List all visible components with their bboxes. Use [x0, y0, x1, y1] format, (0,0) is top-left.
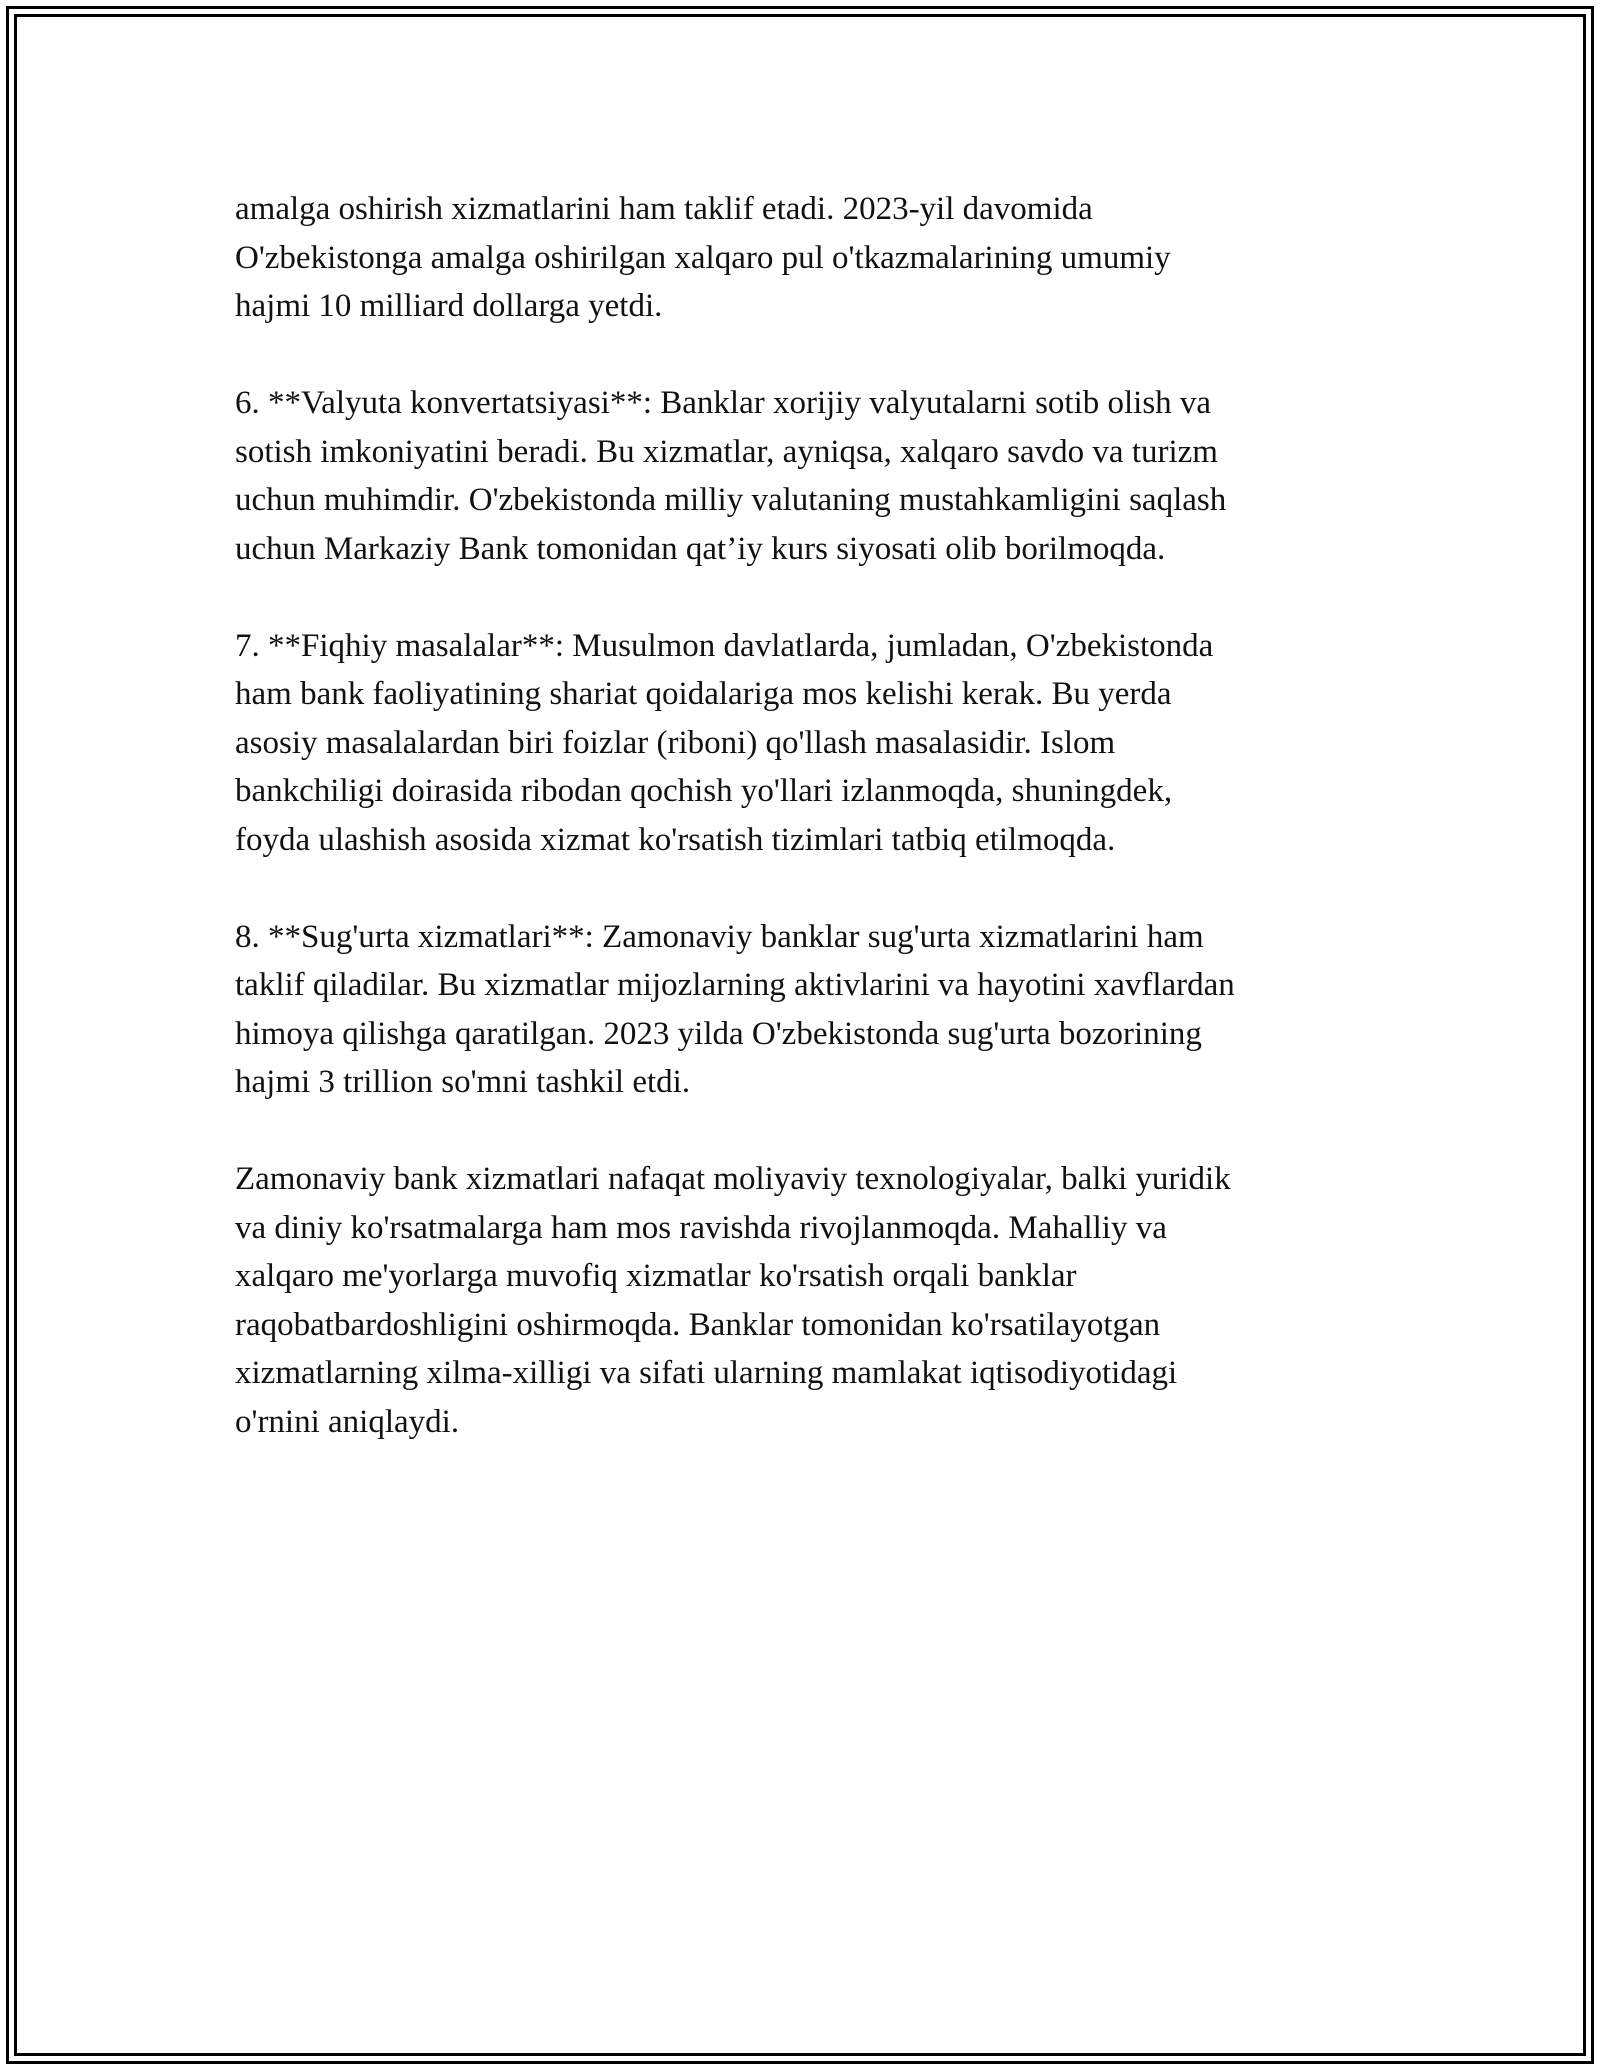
- paragraph-insurance-services: 8. **Sug'urta xizmatlari**: Zamonaviy banklar sug'urta xizmatlarini ham taklif qiladilar. Bu xizmatlar mijozlarning aktivlarini va hayotini xavflardan himoya qilishga qaratilgan. 2023 yilda O'zbekistonda sug'urta bozorining hajmi 3 trillion so'mni tashkil etdi.: [235, 918, 1235, 1100]
- document-body: [235, 185, 1385, 1446]
- paragraph-remittances: amalga oshirish xizmatlarini ham taklif etadi. 2023-yil davomida O'zbekistonga amalga oshirilgan xalqaro pul o'tkazmalarining umumiy hajmi 10 milliard dollarga yetdi.: [235, 191, 1171, 324]
- paragraph-conclusion: Zamonaviy bank xizmatlari nafaqat moliyaviy texnologiyalar, balki yuridik va diniy ko'rsatmalarga ham mos ravishda rivojlanmoqda. Mahalliy va xalqaro me'yorlarga muvofiq xizmatlar ko'rsatish orqali banklar raqobatbardoshligini oshirmoqda. Banklar tomonidan ko'rsatilayotgan xizmatlarning xilma-xilligi va sifati ularning mamlakat iqtisodiyotidagi o'rnini aniqlaydi.: [235, 1161, 1231, 1440]
- paragraph-fiqh-issues: 7. **Fiqhiy masalalar**: Musulmon davlatlarda, jumladan, O'zbekistonda ham bank faoliyatining shariat qoidalariga mos kelishi kerak. Bu yerda asosiy masalalardan biri foizlar (riboni) qo'llash masalasidir. Islom bankchiligi doirasida ribodan qochish yo'llari izlanmoqda, shuningdek, foyda ulashish asosida xizmat ko'rsatish tizimlari tatbiq etilmoqda.: [235, 627, 1214, 858]
- paragraph-currency-conversion: 6. **Valyuta konvertatsiyasi**: Banklar xorijiy valyutalarni sotib olish va sotish imkoniyatini beradi. Bu xizmatlar, ayniqsa, xalqaro savdo va turizm uchun muhimdir. O'zbekistonda milliy valutaning mustahkamligini saqlash uchun Markaziy Bank tomonidan qat’iy kurs siyosati olib borilmoqda.: [235, 385, 1227, 567]
